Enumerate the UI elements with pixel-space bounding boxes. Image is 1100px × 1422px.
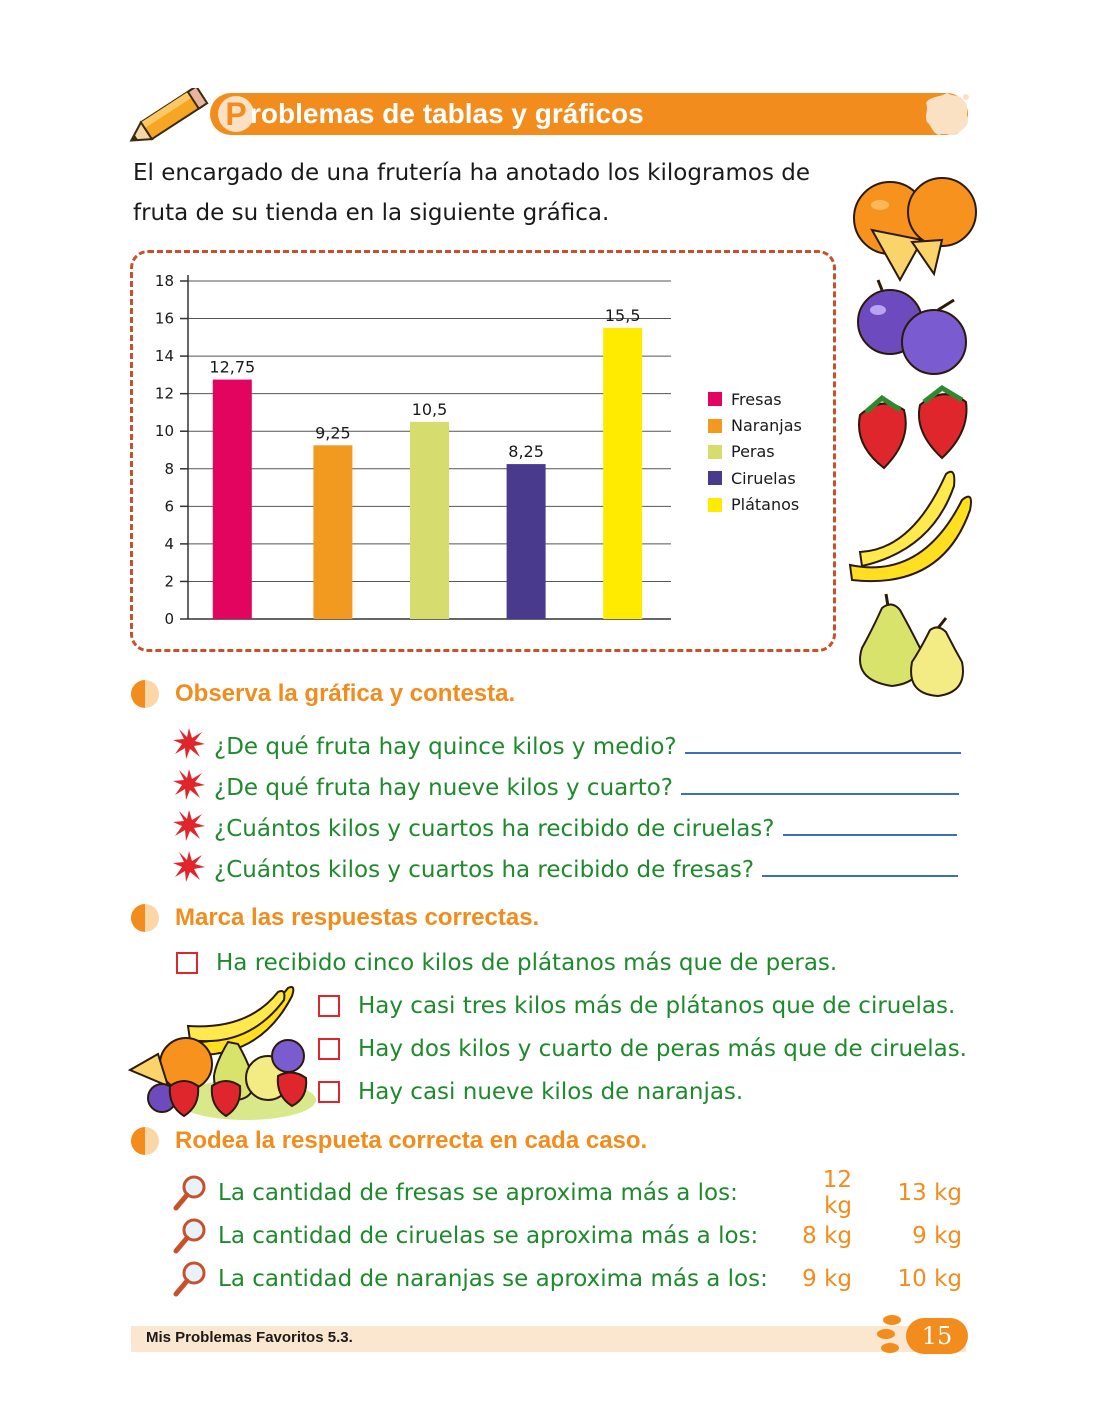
legend-swatch <box>708 445 722 459</box>
question-row: ¿Cuántos kilos y cuartos ha recibido de ciruelas? <box>172 808 957 842</box>
bar-plátanos <box>603 328 642 619</box>
oranges-icon <box>854 178 976 280</box>
section-heading-circle: Rodea la respueta correcta en cada caso. <box>131 1127 647 1155</box>
answer-option: Ha recibido cinco kilos de plátanos más que de peras. <box>176 950 837 976</box>
answer-option: Hay dos kilos y cuarto de peras más que de ciruelas. <box>318 1036 967 1062</box>
pencil-icon <box>128 88 210 144</box>
checkbox-icon[interactable] <box>318 1038 340 1060</box>
half-circle-bullet-icon <box>131 680 159 708</box>
bananas-icon <box>850 472 971 581</box>
bar-fresas <box>213 380 252 619</box>
question-row: ¿Cuántos kilos y cuartos ha recibido de fresas? <box>172 849 958 883</box>
question-row: ¿De qué fruta hay nueve kilos y cuarto? <box>172 767 959 801</box>
fruit-bowl-icon <box>128 982 318 1122</box>
legend-label: Fresas <box>731 389 782 409</box>
intro-text: El encargado de una frutería ha anotado los kilogramos de fruta de su tienda en la siguiente gráfica. <box>133 160 811 226</box>
choice-option[interactable]: 9 kg <box>802 1266 852 1292</box>
data-label: 12,75 <box>209 357 256 377</box>
checkbox-icon[interactable] <box>176 952 198 974</box>
answer-line[interactable] <box>762 875 958 877</box>
choice-option[interactable]: 12 kg <box>822 1167 852 1219</box>
bar-naranjas <box>313 445 352 619</box>
legend-label: Peras <box>731 442 775 462</box>
question-row: ¿De qué fruta hay quince kilos y medio? <box>172 726 961 760</box>
answer-option: Hay casi tres kilos más de plátanos que de ciruelas. <box>318 993 955 1019</box>
checkbox-icon[interactable] <box>318 995 340 1017</box>
y-tick-label: 18 <box>154 272 174 290</box>
answer-line[interactable] <box>685 752 961 754</box>
choice-row: La cantidad de naranjas se aproxima más a los: 9 kg 10 kg <box>172 1259 972 1299</box>
section-heading-mark: Marca las respuestas correctas. <box>131 904 539 932</box>
legend-label: Naranjas <box>731 416 802 436</box>
choice-option[interactable]: 9 kg <box>912 1223 962 1249</box>
checkbox-icon[interactable] <box>318 1081 340 1103</box>
page-title: roblemas de tablas y gráficos <box>250 98 644 129</box>
page-number: 15 <box>906 1318 968 1354</box>
y-tick-label: 14 <box>154 347 174 366</box>
choice-option[interactable]: 13 kg <box>897 1180 962 1206</box>
choice-option[interactable]: 10 kg <box>897 1266 962 1292</box>
legend-label: Plátanos <box>731 495 800 515</box>
y-tick-label: 16 <box>154 309 174 328</box>
plums-icon <box>858 280 966 374</box>
pears-icon <box>860 594 963 696</box>
data-label: 8,25 <box>508 442 544 462</box>
legend-item <box>708 465 802 491</box>
title-initial: P <box>218 96 254 132</box>
y-tick-label: 8 <box>164 459 174 478</box>
strawberries-icon <box>859 388 967 468</box>
legend-item <box>708 412 802 438</box>
red-splat-icon <box>172 726 206 760</box>
choice-row: La cantidad de fresas se aproxima más a los: 12 kg 13 kg <box>172 1173 972 1213</box>
data-label: 10,5 <box>411 399 448 419</box>
section-heading-observe: Observa la gráfica y contesta. <box>131 680 515 708</box>
y-tick-label: 6 <box>164 497 174 516</box>
bar-ciruelas <box>507 464 546 619</box>
legend-item <box>708 439 802 465</box>
half-circle-bullet-icon <box>131 904 159 932</box>
legend-swatch <box>708 471 722 485</box>
half-circle-bullet-icon <box>131 1127 159 1155</box>
data-label: 15,5 <box>604 305 641 325</box>
bar-peras <box>410 422 449 619</box>
data-label: 9,25 <box>315 423 351 443</box>
chart-legend <box>708 386 802 518</box>
magnifier-icon <box>172 1217 208 1255</box>
red-splat-icon <box>172 808 206 842</box>
red-splat-icon <box>172 767 206 801</box>
title-bar <box>210 93 968 135</box>
splash-icon <box>924 91 970 137</box>
magnifier-icon <box>172 1174 208 1212</box>
y-tick-label: 12 <box>154 384 174 403</box>
y-tick-label: 2 <box>164 572 174 591</box>
legend-item <box>708 386 802 412</box>
answer-option: Hay casi nueve kilos de naranjas. <box>318 1079 743 1105</box>
y-tick-label: 0 <box>164 610 174 628</box>
fruit-illustrations <box>842 170 992 700</box>
answer-line[interactable] <box>783 834 957 836</box>
answer-line[interactable] <box>681 793 959 795</box>
y-tick-label: 10 <box>154 422 174 441</box>
choice-option[interactable]: 8 kg <box>802 1223 852 1249</box>
choice-row: La cantidad de ciruelas se aproxima más a los: 8 kg 9 kg <box>172 1216 972 1256</box>
magnifier-icon <box>172 1260 208 1298</box>
red-splat-icon <box>172 849 206 883</box>
legend-swatch <box>708 392 722 406</box>
legend-swatch <box>708 419 722 433</box>
legend-item <box>708 492 802 518</box>
legend-swatch <box>708 498 722 512</box>
y-tick-label: 4 <box>164 534 174 553</box>
footer-book-title: Mis Problemas Favoritos 5.3. <box>146 1329 353 1346</box>
legend-label: Ciruelas <box>731 468 796 488</box>
